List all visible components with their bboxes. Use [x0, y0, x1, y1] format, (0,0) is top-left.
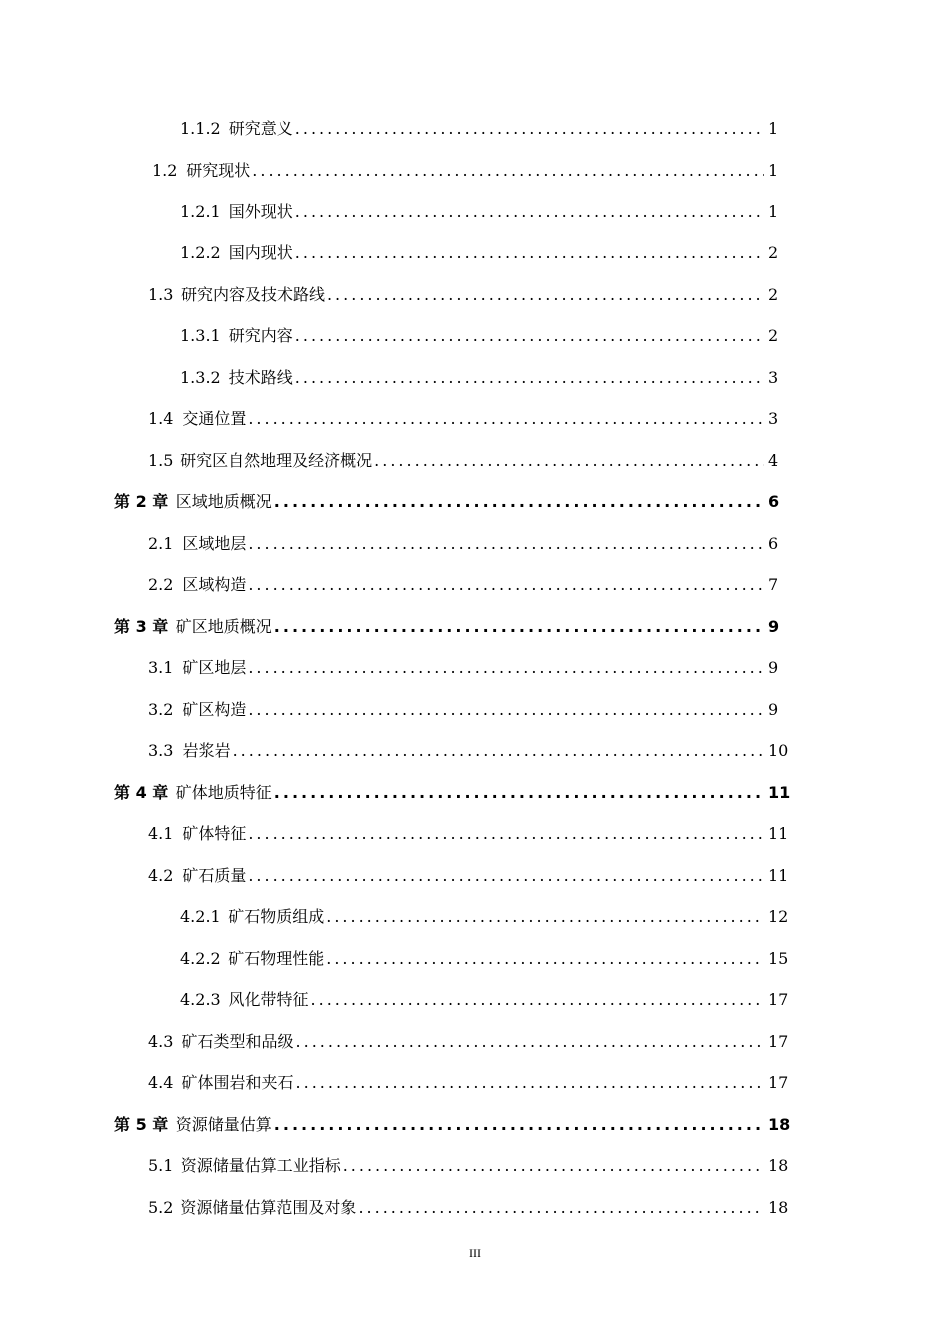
toc-leader-dots: [274, 783, 764, 802]
toc-entry-number: 1.2: [152, 161, 178, 180]
toc-entry-page: 1: [768, 119, 779, 138]
toc-entry-number: 1.3.2: [180, 368, 221, 387]
toc-entry-page: 3: [768, 368, 779, 387]
toc-entry-number: 3.3: [148, 741, 174, 760]
toc-chapter-entry[interactable]: [114, 780, 791, 810]
toc-entry-title: 研究区自然地理及经济概况: [180, 451, 373, 470]
toc-entry[interactable]: [148, 1070, 789, 1100]
toc-entry-page: 6: [768, 534, 779, 553]
toc-entry-page: 6: [768, 492, 780, 511]
toc-entry[interactable]: [180, 946, 789, 976]
toc-leader-dots: [295, 202, 764, 221]
toc-entry-title: 区域构造: [182, 575, 247, 594]
toc-entry-number: 4.2.2: [180, 949, 221, 968]
toc-chapter-number: 第 2 章: [114, 492, 169, 511]
toc-entry[interactable]: [148, 531, 778, 561]
toc-entry-title: 技术路线: [228, 368, 293, 387]
toc-chapter-title: 矿区地质概况: [175, 617, 272, 636]
toc-entry[interactable]: [180, 323, 778, 353]
toc-leader-dots: [326, 949, 764, 968]
toc-entry[interactable]: [152, 158, 778, 188]
toc-entry[interactable]: [148, 406, 778, 436]
toc-entry-title: 风化带特征: [228, 990, 309, 1009]
toc-leader-dots: [248, 409, 764, 428]
toc-chapter-title: 资源储量估算: [175, 1115, 272, 1134]
toc-entry[interactable]: [148, 863, 789, 893]
toc-entry[interactable]: [148, 697, 778, 727]
toc-entry-page: 2: [768, 326, 779, 345]
toc-entry-number: 4.4: [148, 1073, 174, 1092]
toc-leader-dots: [296, 1073, 764, 1092]
toc-entry-title: 矿石质量: [182, 866, 247, 885]
toc-entry[interactable]: [148, 1029, 789, 1059]
toc-leader-dots: [274, 1115, 764, 1134]
toc-entry-title: 岩浆岩: [182, 741, 231, 760]
toc-leader-dots: [248, 658, 764, 677]
toc-entry[interactable]: [180, 116, 778, 146]
toc-leader-dots: [252, 161, 764, 180]
toc-entry[interactable]: [180, 904, 789, 934]
toc-entry-number: 1.2.1: [180, 202, 221, 221]
toc-entry-title: 矿体围岩和夹石: [181, 1073, 294, 1092]
toc-leader-dots: [374, 451, 764, 470]
toc-entry-title: 研究意义: [228, 119, 293, 138]
toc-leader-dots: [248, 534, 764, 553]
toc-entry-number: 3.2: [148, 700, 174, 719]
toc-entry-number: 1.5: [148, 451, 174, 470]
toc-entry-number: 4.3: [148, 1032, 174, 1051]
toc-leader-dots: [327, 285, 764, 304]
toc-leader-dots: [295, 326, 764, 345]
page-number-footer: III: [469, 1246, 481, 1260]
toc-entry-page: 9: [768, 700, 779, 719]
toc-entry-page: 2: [768, 285, 779, 304]
toc-entry[interactable]: [148, 448, 778, 478]
toc-entry-number: 4.2.3: [180, 990, 221, 1009]
toc-leader-dots: [326, 907, 764, 926]
toc-entry-title: 国内现状: [228, 243, 293, 262]
toc-entry-title: 矿石类型和品级: [181, 1032, 294, 1051]
toc-entry-number: 5.2: [148, 1198, 174, 1217]
toc-leader-dots: [274, 492, 764, 511]
toc-chapter-entry[interactable]: [114, 489, 778, 519]
toc-entry-page: 18: [768, 1156, 789, 1175]
toc-entry-page: 17: [768, 1032, 789, 1051]
toc-entry-page: 18: [768, 1198, 789, 1217]
toc-leader-dots: [343, 1156, 764, 1175]
toc-leader-dots: [311, 990, 764, 1009]
toc-entry-number: 3.1: [148, 658, 174, 677]
toc-entry-number: 4.2.1: [180, 907, 221, 926]
toc-entry[interactable]: [180, 987, 789, 1017]
toc-entry-number: 1.3: [148, 285, 174, 304]
toc-entry-page: 18: [768, 1115, 791, 1134]
toc-entry[interactable]: [180, 365, 778, 395]
toc-entry-number: 1.3.1: [180, 326, 221, 345]
toc-entry-page: 1: [768, 202, 779, 221]
toc-leader-dots: [296, 1032, 764, 1051]
toc-entry[interactable]: [180, 199, 778, 229]
toc-entry-page: 17: [768, 990, 789, 1009]
toc-chapter-entry[interactable]: [114, 614, 778, 644]
toc-entry-page: 1: [768, 161, 779, 180]
toc-entry-number: 4.2: [148, 866, 174, 885]
toc-entry-title: 区域地层: [182, 534, 247, 553]
toc-leader-dots: [295, 368, 764, 387]
toc-entry-page: 4: [768, 451, 779, 470]
toc-entry-page: 10: [768, 741, 789, 760]
toc-entry[interactable]: [148, 821, 789, 851]
toc-entry-number: 2.2: [148, 575, 174, 594]
toc-leader-dots: [358, 1198, 764, 1217]
toc-leader-dots: [248, 700, 764, 719]
toc-entry[interactable]: [148, 282, 778, 312]
toc-chapter-number: 第 3 章: [114, 617, 169, 636]
toc-leader-dots: [248, 866, 764, 885]
toc-entry-title: 资源储量估算范围及对象: [180, 1198, 357, 1217]
toc-entry[interactable]: [148, 572, 778, 602]
toc-entry-title: 矿石物质组成: [228, 907, 325, 926]
toc-entry-title: 矿石物理性能: [228, 949, 325, 968]
toc-entry-title: 研究内容及技术路线: [180, 285, 325, 304]
toc-entry-title: 矿区地层: [182, 658, 247, 677]
toc-entry-number: 1.2.2: [180, 243, 221, 262]
toc-entry-number: 1.4: [148, 409, 174, 428]
toc-entry-number: 5.1: [148, 1156, 174, 1175]
toc-entry-title: 矿体特征: [182, 824, 247, 843]
toc-entry-title: 研究现状: [186, 161, 251, 180]
toc-chapter-number: 第 4 章: [114, 783, 169, 802]
toc-entry-page: 12: [768, 907, 789, 926]
toc-leader-dots: [295, 119, 764, 138]
toc-chapter-title: 矿体地质特征: [175, 783, 272, 802]
toc-entry-title: 国外现状: [228, 202, 293, 221]
toc-entry-title: 交通位置: [182, 409, 247, 428]
toc-entry[interactable]: [180, 240, 778, 270]
toc-leader-dots: [233, 741, 764, 760]
toc-entry-page: 11: [768, 783, 791, 802]
toc-leader-dots: [248, 824, 764, 843]
toc-leader-dots: [248, 575, 764, 594]
toc-entry-page: 9: [768, 617, 780, 636]
toc-entry-title: 矿区构造: [182, 700, 247, 719]
toc-entry-number: 1.1.2: [180, 119, 221, 138]
toc-entry-number: 2.1: [148, 534, 174, 553]
toc-entry[interactable]: [148, 1195, 789, 1225]
toc-chapter-title: 区域地质概况: [175, 492, 272, 511]
toc-chapter-number: 第 5 章: [114, 1115, 169, 1134]
toc-entry-title: 资源储量估算工业指标: [180, 1156, 341, 1175]
toc-entry-number: 4.1: [148, 824, 174, 843]
toc-entry[interactable]: [148, 738, 789, 768]
toc-chapter-entry[interactable]: [114, 1112, 791, 1142]
toc-entry-page: 3: [768, 409, 779, 428]
toc-entry-page: 11: [768, 824, 789, 843]
toc-entry-page: 2: [768, 243, 779, 262]
toc-entry-page: 11: [768, 866, 789, 885]
toc-entry-page: 9: [768, 658, 779, 677]
toc-entry-page: 15: [768, 949, 789, 968]
toc-entry-title: 研究内容: [228, 326, 293, 345]
toc-leader-dots: [274, 617, 764, 636]
toc-entry[interactable]: [148, 655, 778, 685]
toc-leader-dots: [295, 243, 764, 262]
toc-entry-page: 7: [768, 575, 779, 594]
toc-entry-page: 17: [768, 1073, 789, 1092]
toc-entry[interactable]: [148, 1153, 789, 1183]
